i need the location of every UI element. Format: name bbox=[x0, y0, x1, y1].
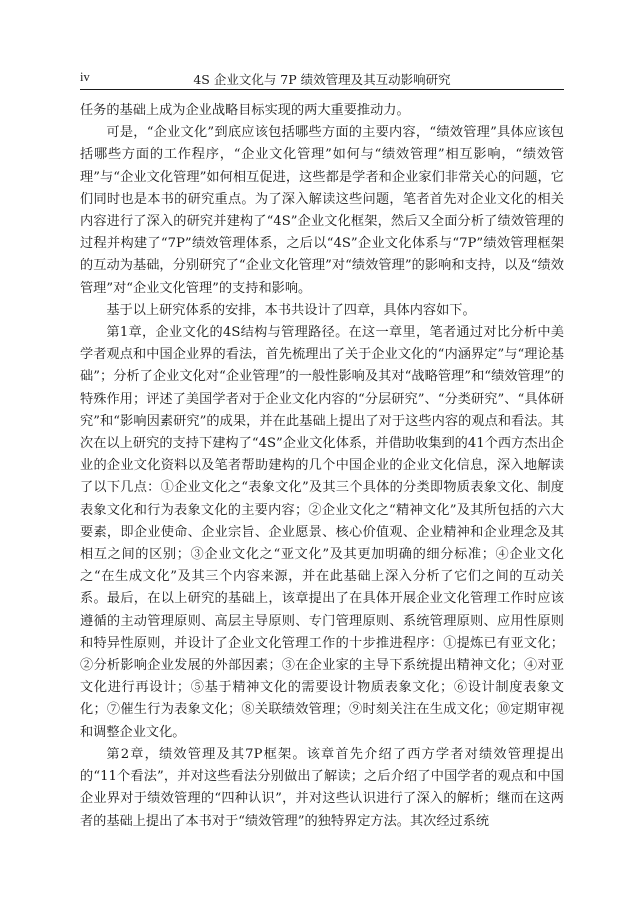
paragraph-chapter-2: 第2章，绩效管理及其7P框架。该章首先介绍了西方学者对绩效管理提出的“11个看法”，并对这些看法分别做出了解读；之后介绍了中国学者的观点和中国企业界对于绩效管理的“四种认识”，并对这些认识进行了深入的解析；继而在这两者的基础上提出了本书对于“绩效管理”的独特界定方法。其次经过系统 bbox=[80, 746, 564, 829]
page-number: iv bbox=[80, 70, 90, 84]
paragraph-book-structure: 基于以上研究体系的安排，本书共设计了四章，具体内容如下。 bbox=[106, 302, 476, 318]
running-header bbox=[80, 67, 564, 90]
paragraph-chapter-1: 第1章，企业文化的4S结构与管理路径。在这一章里，笔者通过对比分析中美学者观点和中国企业界的看法，首先梳理出了关于企业文化的“内涵界定”与“理论基础”；分析了企业文化对“企业管理”的一般性影响及其对“战略管理”和“绩效管理”的特殊作用；评述了美国学者对于企业文化内容的“分层研究”、“分类研究”、“具体研究”和“影响因素研究”的成果，并在此基础上提出了对于这些内容的观点和看法。其次在以上研究的支持下建构了“4S”企业文化体系，并借助收集到的41个西方杰出企业的企业文化资料以及笔者帮助建构的几个中国企业的企业文化信息，深入地解读了以下几点：①企业文化之“表象文化”及其三个具体的分类即物质表象文化、制度表象文化和行为表象文化的主要内容；②企业文化之“精神文化”及其所包括的六大要素，即企业使命、企业宗旨、企业愿景、核心价值观、企业精神和企业理念及其相互之间的区别；③企业文化之“亚文化”及其更加明确的细分标准；④企业文化之“在生成文化”及其三个内容来源，并在此基础上深入分析了它们之间的互动关系。最后，在以上研究的基础上，该章提出了在具体开展企业文化管理工作时应该遵循的主动管理原则、高层主导原则、专门管理原则、系统管理原则、应用性原则和特异性原则，并设计了企业文化管理工作的十步推进程序：①提炼已有亚文化；②分析影响企业发展的外部因素；③在企业家的主导下系统提出精神文化；④对亚文化进行再设计；⑤基于精神文化的需要设计物质表象文化；⑥设计制度表象文化；⑦催生行为表象文化；⑧关联绩效管理；⑨时刻关注在生成文化；⑩定期审视和调整企业文化。 bbox=[80, 325, 564, 740]
paragraph-continuation: 任务的基础上成为企业战略目标实现的两大重要推动力。 bbox=[80, 103, 410, 118]
body-text bbox=[80, 100, 564, 833]
running-title: 4S 企业文化与 7P 绩效管理及其互动影响研究 bbox=[193, 72, 451, 87]
paragraph-research-questions: 可是，“企业文化”到底应该包括哪些方面的主要内容，“绩效管理”具体应该包括哪些方面的工作程序，“企业文化管理”如何与“绩效管理”相互影响，“绩效管理”与“企业文化管理”如何相互促进，这些都是学者和企业家们非常关心的问题，它们同时也是本书的研究重点。为了深入解读这些问题，笔者首先对企业文化的相关内容进行了深入的研究并建构了“4S”企业文化框架，然后又全面分析了绩效管理的过程并构建了“7P”绩效管理体系，之后以“4S”企业文化体系与“7P”绩效管理框架的互动为基础，分别研究了“企业文化管理”对“绩效管理”的影响和支持，以及“绩效管理”对“企业文化管理”的支持和影响。 bbox=[80, 125, 564, 296]
